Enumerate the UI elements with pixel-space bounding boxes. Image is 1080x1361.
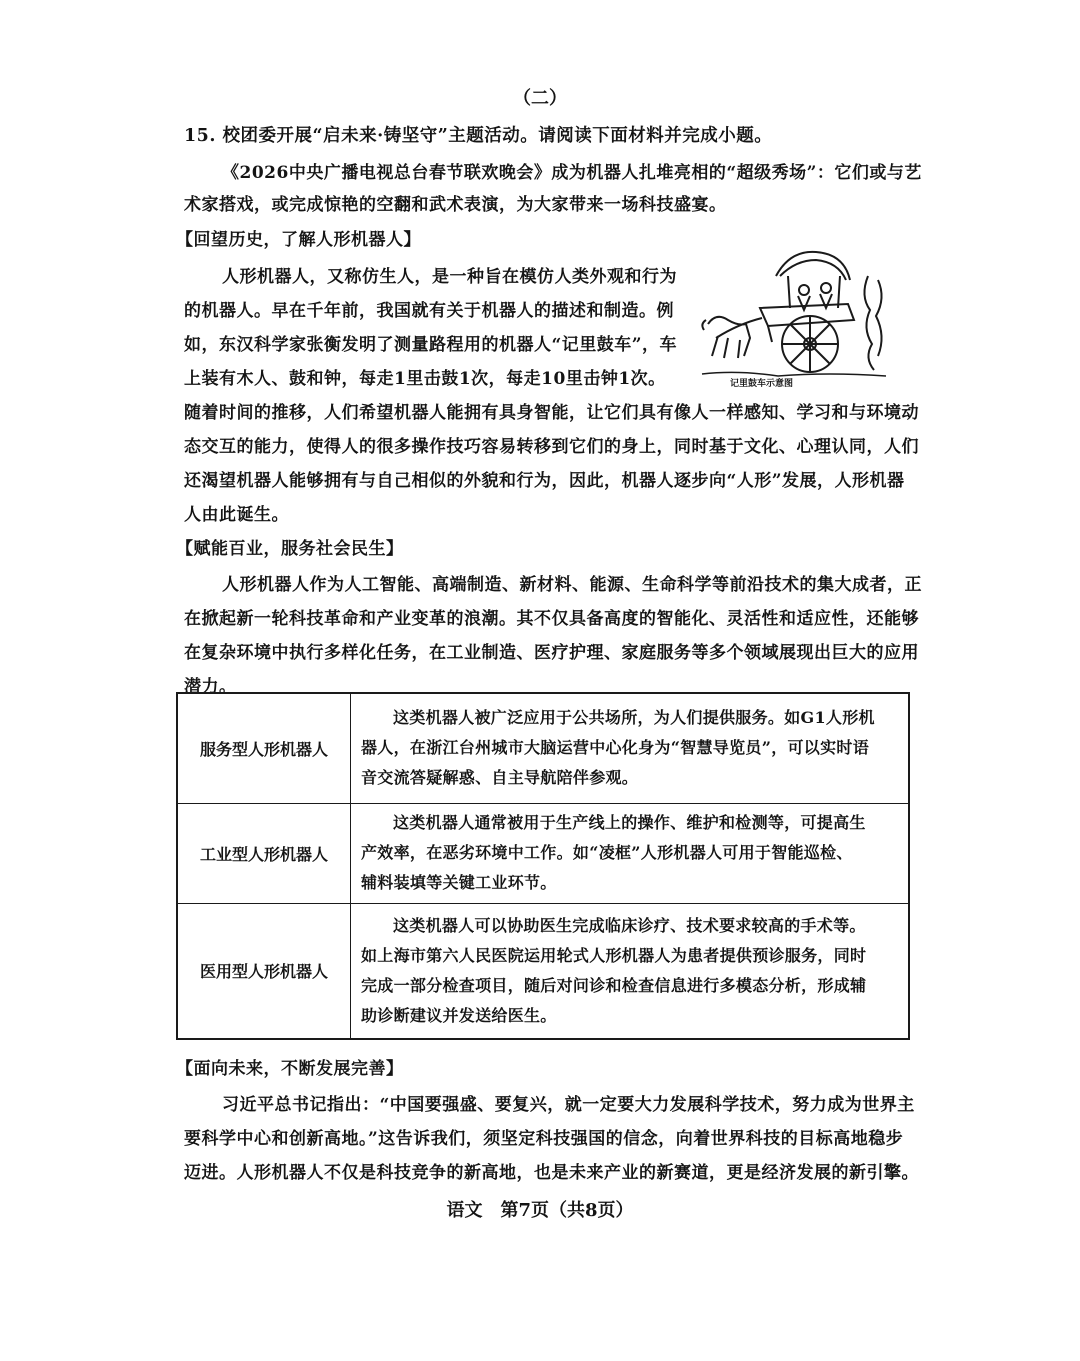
history-line: 态交互的能力，使得人的很多操作技巧容易转移到它们的身上，同时基于文化、心理认同，人们 (184, 437, 919, 457)
history-line: 如，东汉科学家张衡发明了测量路程用的机器人“记里鼓车”，车 (184, 335, 678, 355)
history-line: 还渴望机器人能够拥有与自己相似的外貌和行为，因此，机器人逐步向“人形”发展，人形机器 (184, 471, 905, 491)
page-footer: 语文 第7页（共8页） (446, 1200, 634, 1221)
robot-description-cell (351, 903, 910, 1039)
description-line: 辅料装填等关键工业环节。 (361, 873, 557, 892)
table-row (177, 803, 909, 903)
description-line: 音交流答疑解惑、自主导航陪伴参观。 (361, 768, 639, 788)
section-heading-history: 【回望历史，了解人形机器人】 (176, 230, 421, 250)
description-line: 这类机器人被广泛应用于公共场所，为人们提供服务。如G1人形机 (393, 708, 875, 728)
robot-type-cell: 医用型人形机器人 (177, 903, 351, 1039)
history-line: 人由此诞生。 (184, 505, 289, 525)
description-line: 助诊断建议并发送给医生。 (361, 1005, 557, 1025)
section-heading-future: 【面向未来，不断发展完善】 (176, 1059, 404, 1079)
future-line: 习近平总书记指出：“中国要强盛、要复兴，就一定要大力发展科学技术，努力成为世界主 (222, 1095, 915, 1115)
section-heading-applications: 【赋能百业，服务社会民生】 (176, 539, 404, 559)
applications-line: 在复杂环境中执行多样化任务，在工业制造、医疗护理、家庭服务等多个领域展现出巨大的应用 (184, 643, 919, 663)
description-line: 这类机器人通常被用于生产线上的操作、维护和检测等，可提高生 (393, 813, 866, 832)
history-line: 人形机器人，又称仿生人，是一种旨在模仿人类外观和行为 (222, 267, 677, 287)
history-line: 的机器人。早在千年前，我国就有关于机器人的描述和制造。例 (184, 301, 674, 321)
future-line: 要科学中心和创新高地。”这告诉我们，须坚定科技强国的信念，向着世界科技的目标高地稳步 (184, 1129, 904, 1149)
applications-line: 人形机器人作为人工智能、高端制造、新材料、能源、生命科学等前沿技术的集大成者，正 (222, 575, 922, 595)
description-line: 完成一部分检查项目，随后对问诊和检查信息进行多模态分析，形成辅 (361, 975, 867, 995)
table-row (177, 693, 909, 803)
description-line: 产效率，在恶劣环境中工作。如“凌框”人形机器人可用于智能巡检、 (361, 843, 853, 862)
history-line: 随着时间的推移，人们希望机器人能拥有具身智能，让它们具有像人一样感知、学习和与环境动 (184, 403, 919, 423)
description-line: 这类机器人可以协助医生完成临床诊疗、技术要求较高的手术等。 (393, 915, 866, 935)
odometer-cart-illustration (698, 246, 890, 396)
robot-type-cell: 服务型人形机器人 (177, 693, 351, 803)
applications-line: 在掀起新一轮科技革命和产业变革的浪潮。其不仅具备高度的智能化、灵活性和适应性，还能够 (184, 609, 919, 629)
figure-caption: 记里鼓车示意图 (730, 379, 794, 389)
table-row (177, 903, 909, 1039)
question-stem: 15. 校团委开展“启未来·铸坚守”主题活动。请阅读下面材料并完成小题。 (184, 126, 773, 146)
history-line: 上装有木人、鼓和钟，每走1里击鼓1次，每走10里击钟1次。 (184, 369, 666, 389)
robot-description-cell (351, 803, 910, 903)
section-title: （二） (513, 88, 567, 109)
robot-description-cell (351, 693, 910, 803)
intro-line: 《2026中央广播电视总台春节联欢晚会》成为机器人扎堆亮相的“超级秀场”：它们或与艺 (222, 163, 922, 183)
future-line: 迈进。人形机器人不仅是科技竞争的新高地，也是未来产业的新赛道，更是经济发展的新引擎。 (184, 1163, 919, 1183)
robot-types-table (176, 692, 910, 1040)
description-line: 器人，在浙江台州城市大脑运营中心化身为“智慧导览员”，可以实时语 (361, 738, 870, 758)
robot-type-cell: 工业型人形机器人 (177, 803, 351, 903)
applications-line: 潜力。 (184, 677, 237, 697)
description-line: 如上海市第六人民医院运用轮式人形机器人为患者提供预诊服务，同时 (361, 945, 867, 965)
intro-line: 术家搭戏，或完成惊艳的空翻和武术表演，为大家带来一场科技盛宴。 (184, 195, 727, 215)
